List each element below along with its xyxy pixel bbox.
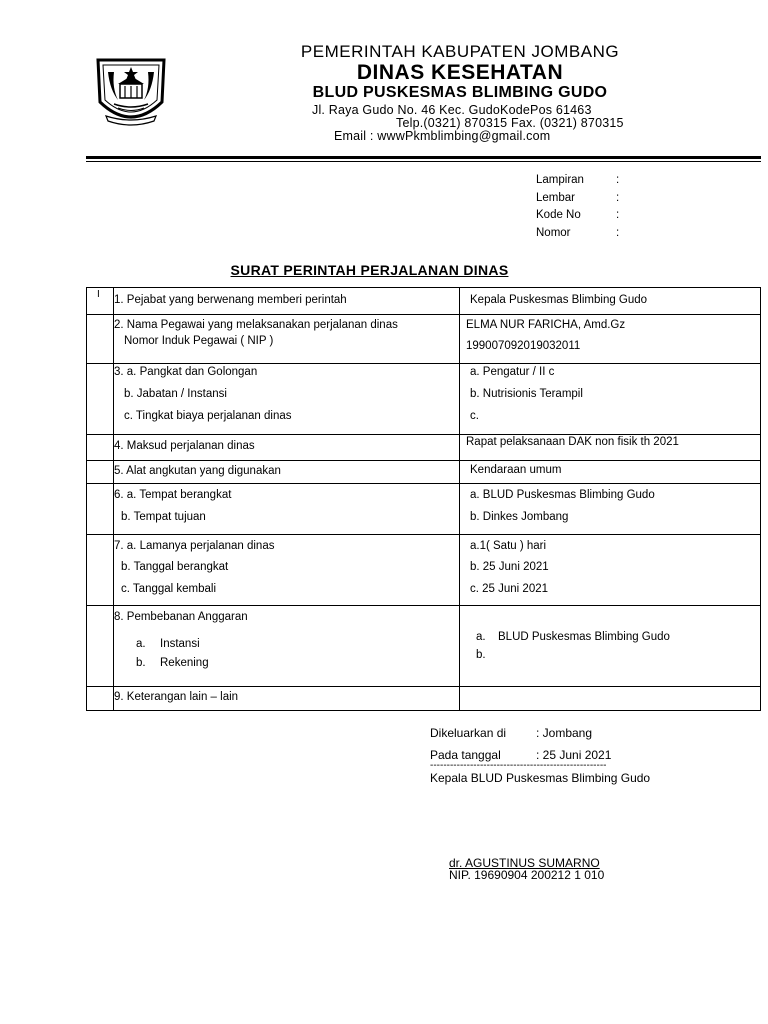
row-label: 1. Pejabat yang berwenang memberi perintah [114,294,347,306]
row-value: a. [476,631,486,643]
issued-at-value: : Jombang [536,726,593,740]
meta-lembar: Lembar : [536,192,620,204]
header-rule-thick [86,156,761,159]
table-row [87,364,761,435]
header-email: Email : wwwPkmblimbing@gmail.com [334,129,551,143]
meta-kode-no: Kode No : [536,209,620,221]
row-value: b. Nutrisionis Terampil [470,388,583,400]
table-row [87,435,761,461]
row-label: a. [136,638,146,650]
table-row [87,606,761,687]
row-label: c. Tingkat biaya perjalanan dinas [124,410,292,422]
row-label: Rekening [160,657,209,669]
header-government: PEMERINTAH KABUPATEN JOMBANG [300,42,620,61]
row-label: Nomor Induk Pegawai ( NIP ) [124,335,274,347]
signature-divider: ----------------------------------------------------- [430,760,607,771]
row-label: 5. Alat angkutan yang digunakan [114,465,281,477]
header-department: DINAS KESEHATAN [356,61,564,84]
row-label: b. [136,657,146,669]
row-label: 4. Maksud perjalanan dinas [114,440,255,452]
header-phone: Telp.(0321) 870315 Fax. (0321) 870315 [396,116,624,130]
signatory-position: Kepala BLUD Puskesmas Blimbing Gudo [430,771,651,785]
signatory-name: dr. AGUSTINUS SUMARNO [449,856,600,870]
header-rule-thin [86,161,761,162]
row-value: a.1( Satu ) hari [470,540,547,552]
row-label: 2. Nama Pegawai yang melaksanakan perjalanan dinas [114,319,398,331]
row-value: b. [476,649,486,661]
row-value: c. [470,410,479,422]
row-value: 199007092019032011 [466,340,581,352]
issue-date-label: Pada tanggal [430,748,501,762]
corner-mark: I [97,289,100,300]
table-row [87,315,761,364]
row-value: a. BLUD Puskesmas Blimbing Gudo [470,489,655,501]
document-title: SURAT PERINTAH PERJALANAN DINAS [230,262,509,278]
table-row [87,687,761,711]
header-address: Jl. Raya Gudo No. 46 Kec. GudoKodePos 61463 [312,103,592,117]
issue-date-value: : 25 Juni 2021 [536,748,612,762]
row-value: Kepala Puskesmas Blimbing Gudo [470,294,648,306]
row-label: 9. Keterangan lain – lain [114,691,239,703]
meta-nomor: Nomor : [536,227,620,239]
row-value: ELMA NUR FARICHA, Amd.Gz [466,319,626,331]
row-label: b. Tanggal berangkat [121,561,229,573]
table-row [87,461,761,484]
table-row [87,484,761,535]
meta-lampiran: Lampiran : [536,174,620,186]
header-institution: BLUD PUSKESMAS BLIMBING GUDO [312,84,608,101]
table-row [87,535,761,606]
row-value: c. 25 Juni 2021 [470,583,549,595]
row-value: Rapat pelaksanaan DAK non fisik th 2021 [466,436,679,448]
row-value: a. Pengatur / II c [470,366,555,378]
row-label: 6. a. Tempat berangkat [114,489,232,501]
row-value: b. 25 Juni 2021 [470,561,549,573]
kabupaten-emblem-icon [90,50,172,134]
row-label: 8. Pembebanan Anggaran [114,611,248,623]
travel-order-table [86,287,761,711]
row-label: c. Tanggal kembali [121,583,217,595]
issued-at-label: Dikeluarkan di [430,726,507,740]
row-label: Instansi [160,638,200,650]
row-label: 7. a. Lamanya perjalanan dinas [114,540,275,552]
row-value: Kendaraan umum [470,464,562,476]
signatory-nip: NIP. 19690904 200212 1 010 [449,868,605,882]
table-row [87,288,761,315]
row-label: b. Jabatan / Instansi [124,388,227,400]
row-value: BLUD Puskesmas Blimbing Gudo [498,631,670,643]
row-value: b. Dinkes Jombang [470,511,569,523]
row-label: 3. a. Pangkat dan Golongan [114,366,258,378]
row-label: b. Tempat tujuan [121,511,206,523]
